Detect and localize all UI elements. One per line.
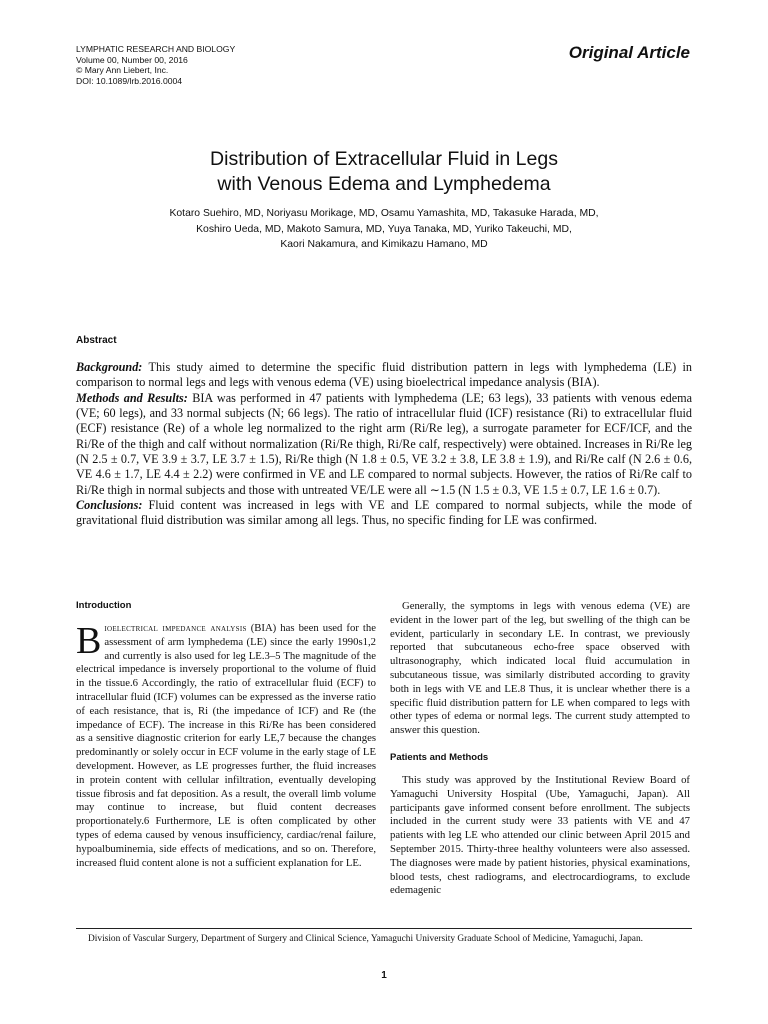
methods-paragraph-1: This study was approved by the Institutional Review Board of Yamaguchi University Hospital (Ube, Yamaguchi, Japan). All participants gave informed consent before enrollment. The subjects included in the current study were 33 patients with VE and 47 patients with leg LE who attended our clinic between April 2015 and September 2015. Thirty-three healthy volunteers were also assessed. The diagnoses were made by patient histories, physical examinations, blood tests, chest radiograms, and electrocardiograms, to exclude edemagenic	[390, 773, 690, 897]
authors-line-3: Kaori Nakamura, and Kimikazu Hamano, MD	[280, 239, 488, 250]
abstract-conclusions	[76, 498, 692, 529]
title-line-2: with Venous Edema and Lymphedema	[217, 173, 551, 195]
introduction-paragraph-1	[76, 622, 376, 870]
conclusions-label: Conclusions:	[76, 498, 143, 513]
journal-volume: Volume 00, Number 00, 2016	[76, 54, 188, 65]
abstract-body	[76, 360, 692, 529]
copyright-line: © Mary Ann Liebert, Inc.	[76, 65, 169, 76]
methods-label: Methods and Results:	[76, 390, 188, 405]
doi-line: DOI: 10.1089/lrb.2016.0004	[76, 75, 183, 86]
abstract-heading: Abstract	[76, 335, 117, 346]
introduction-heading: Introduction	[76, 600, 132, 611]
methods-heading: Patients and Methods	[390, 751, 489, 763]
introduction-text-1: (BIA) has been used for the assessment of arm lymphedema (LE) since the early 1990s1,2 and currently is also used for leg LE.3–5 The magnitude of the electrical impedance is inversely proportional to the volume of fluid in the tissue.6 Accordingly, the ratio of extracellular fluid (ECF) to intracellular fluid (ICF) volumes can be expressed as the inverse ratio of each resistance, that is, Ri (the impedance of ICF) and Re (the impedance of ECF). The increase in this Ri/Re has been considered as a sensitive diagnostic criterion for early LE,7 because the changes predominantly or solely occur in ECF volume in the early stage of LE development. However, as LE progresses further, the fluid increases in protein content with cellular infiltration, eventually developing tissue fibrosis and fat deposition. As a result, the overall limb volume may continue to increase, but fluid content decreases proportionately.6 Furthermore, LE is often complicated by other types of edema caused by venous insufficiency, cardiac/renal failure, hypoalbuminemia, side effects of medications, and so on. Therefore, increased fluid content alone is not a sufficient explanation for LE.	[76, 622, 376, 869]
introduction-paragraph-2: Generally, the symptoms in legs with venous edema (VE) are evident in the lower part of the leg, but swelling of the thigh can be evident, particularly in secondary LE. In contrast, we previously reported that subcutaneous echo-free space observed with ultrasonography, which indicated local fluid accumulation in subcutaneous tissue, was similarly distributed according to gravity both in legs with VE and LE.8 Thus, it is unclear whether there is a specific fluid distribution pattern for LE when compared to legs with other types of edema or normal legs. The current study attempted to answer this question.	[390, 600, 690, 737]
background-text: This study aimed to determine the specific fluid distribution pattern in legs with lymphedema (LE) in comparison to normal legs and legs with venous edema (VE) using bioelectrical impedance analysis (BIA).	[76, 360, 692, 390]
journal-masthead	[76, 44, 235, 86]
right-column	[390, 600, 690, 898]
abstract-methods	[76, 391, 692, 498]
authors-line-2: Koshiro Ueda, MD, Makoto Samura, MD, Yuya Tanaka, MD, Yuriko Takeuchi, MD,	[196, 223, 572, 235]
affiliation-footnote: Division of Vascular Surgery, Department of Surgery and Clinical Science, Yamaguchi University Graduate School of Medicine, Yamaguchi, Japan.	[88, 934, 643, 944]
journal-name: LYMPHATIC RESEARCH AND BIOLOGY	[76, 44, 236, 54]
article-title	[76, 147, 692, 197]
conclusions-text: Fluid content was increased in legs with VE and LE compared to normal subjects, while the mode of gravitational fluid distribution was similar among all legs. Thus, no specific finding for LE was confirmed.	[76, 498, 692, 528]
background-label: Background:	[76, 360, 143, 374]
abstract-background	[76, 360, 692, 391]
article-type-label: Original Article	[568, 43, 690, 62]
authors-line-1: Kotaro Suehiro, MD, Noriyasu Morikage, MD, Osamu Yamashita, MD, Takasuke Harada, MD,	[169, 208, 599, 219]
methods-text: BIA was performed in 47 patients with lymphedema (LE; 63 legs), 33 patients with venous edema (VE; 60 legs), and 33 normal subjects (N; 66 legs). The ratio of intracellular fluid (ICF) resistance (Ri) to extracellular fluid (ECF) resistance (Re) of a whole leg normalized to the right arm (Ri/Re leg), a surrogate parameter for ECF/ICF, and the Ri/Re of the thigh and calf without normalization (Ri/Re thigh, Ri/Re calf, respectively) were obtained. Increases in Ri/Re leg (N 2.5 ± 0.7, VE 3.9 ± 3.7, LE 3.7 ± 1.5), Ri/Re thigh (N 1.8 ± 0.5, VE 3.2 ± 3.8, LE 3.8 ± 1.9), and Ri/Re calf (N 2.6 ± 0.6, VE 4.6 ± 1.7, LE 4.4 ± 2.2) were confirmed in VE and LE compared to normal subjects. However, the ratios of Ri/Re calf to Ri/Re thigh in normal subjects and those with untreated VE/LE were all ∼1.5 (N 1.5 ± 0.3, VE 1.5 ± 0.7, LE 1.6 ± 0.7).	[76, 390, 692, 497]
left-column	[76, 600, 376, 870]
footnote-divider	[76, 928, 692, 929]
smallcaps-lead: ioelectrical impedance analysis	[104, 622, 247, 634]
drop-cap: B	[76, 620, 102, 662]
author-list	[76, 206, 692, 253]
title-line-1: Distribution of Extracellular Fluid in Legs	[210, 148, 558, 170]
page-number: 1	[381, 970, 387, 981]
